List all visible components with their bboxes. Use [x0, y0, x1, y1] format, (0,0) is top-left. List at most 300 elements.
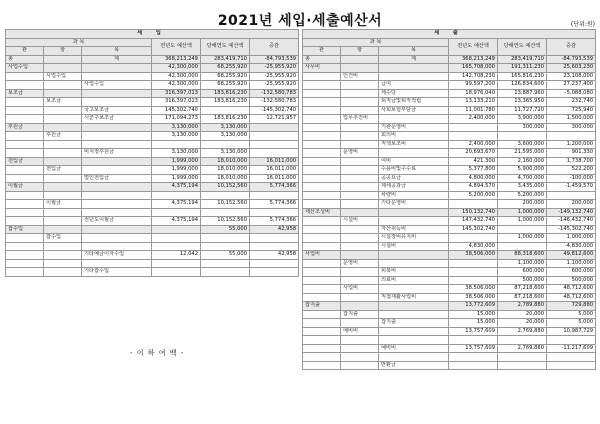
curr-year-cell: 1,100,000: [498, 259, 547, 268]
subject-header: 과 목: [6, 38, 152, 47]
hang-cell: [341, 319, 379, 328]
table-row: [303, 157, 596, 166]
hang-cell: [44, 225, 82, 234]
hang-cell: 사업비: [341, 285, 379, 294]
hang-cell: [44, 259, 82, 268]
curr-year-cell: [201, 259, 250, 268]
hang-cell: [44, 149, 82, 158]
prev-year-cell: 421,300: [449, 157, 498, 166]
prev-year-cell: 145,302,740: [152, 106, 201, 115]
change-cell: -149,132,740: [547, 208, 596, 217]
gwan-cell: [6, 149, 44, 158]
document-title: 2021년 세입·세출예산서: [217, 13, 383, 29]
curr-year-cell: 10,152,560: [201, 183, 250, 192]
table-row: [6, 225, 299, 234]
mok-cell: 차량비: [379, 191, 449, 200]
table-row: [303, 310, 596, 319]
gwan-cell: [303, 200, 341, 209]
prev-year-cell: 13,772,609: [449, 302, 498, 311]
change-cell: [547, 361, 596, 370]
prev-year-cell: 4,830,000: [449, 242, 498, 251]
table-row: [303, 251, 596, 260]
change-cell: 25,603,230: [547, 64, 596, 73]
curr-year-cell: 1,000,000: [498, 234, 547, 243]
mok-cell: 기타운영비: [379, 200, 449, 209]
curr-year-cell: 500,000: [498, 276, 547, 285]
table-row: [303, 285, 596, 294]
change-cell: 1,000,000: [547, 234, 596, 243]
curr-year-cell: 300,000: [498, 123, 547, 132]
blank-below-note: - 이 하 여 백 -: [130, 349, 185, 357]
table-row: [303, 336, 596, 345]
curr-year-cell: 87,218,600: [498, 285, 547, 294]
gwan-cell: 후원금: [6, 123, 44, 132]
table-row: [303, 55, 596, 64]
hang-cell: [44, 106, 82, 115]
prev-year-cell: 42,300,000: [152, 81, 201, 90]
prev-year-cell: 4,375,194: [152, 217, 201, 226]
prev-year-cell: [449, 132, 498, 141]
prev-year-cell: 1,999,000: [152, 174, 201, 183]
table-row: [6, 234, 299, 243]
mok-cell: [379, 327, 449, 336]
hang-header: 항: [44, 47, 82, 56]
hang-cell: 보조금: [44, 98, 82, 107]
mok-cell: 법인전입금: [82, 174, 152, 183]
curr-year-cell: 20,000: [498, 310, 547, 319]
curr-year-cell: 5,900,000: [498, 166, 547, 175]
hang-cell: [44, 251, 82, 260]
curr-year-cell: 191,311,230: [498, 64, 547, 73]
change-cell: -146,432,740: [547, 217, 596, 226]
curr-year-cell: [201, 191, 250, 200]
curr-year-cell: [201, 242, 250, 251]
mok-cell: 시설장비유지비: [379, 234, 449, 243]
curr-year-cell: 21,595,000: [498, 149, 547, 158]
gwan-cell: [303, 72, 341, 81]
table-row: [303, 259, 596, 268]
prev-year-cell: 5,377,800: [449, 166, 498, 175]
mok-cell: [82, 191, 152, 200]
hang-cell: [341, 183, 379, 192]
prev-year-cell: [152, 268, 201, 277]
change-cell: 5,774,366: [250, 200, 299, 209]
prev-year-cell: 1,999,000: [152, 166, 201, 175]
curr-year-cell: [201, 208, 250, 217]
hang-cell: [341, 344, 379, 353]
gwan-cell: [303, 242, 341, 251]
curr-year-cell: 10,152,560: [201, 200, 250, 209]
prev-year-cell: 2,400,000: [449, 115, 498, 124]
gwan-cell: 이월금: [6, 183, 44, 192]
gwan-cell: [303, 361, 341, 370]
mok-cell: 피복비: [379, 268, 449, 277]
prev-year-cell: 38,506,000: [449, 293, 498, 302]
curr-year-cell: 165,816,230: [498, 72, 547, 81]
curr-year-cell: 13,365,950: [498, 98, 547, 107]
change-cell: -25,955,920: [250, 64, 299, 73]
table-row: [6, 140, 299, 149]
mok-cell: 시설비: [379, 242, 449, 251]
hang-cell: [341, 234, 379, 243]
hang-cell: [44, 183, 82, 192]
hang-cell: [341, 225, 379, 234]
mok-cell: 사회보험부담금: [379, 106, 449, 115]
prev-year-cell: [152, 234, 201, 243]
hang-cell: 사업수입: [44, 72, 82, 81]
hang-cell: [44, 174, 82, 183]
change-cell: [250, 132, 299, 141]
curr-year-cell: 3,130,000: [201, 132, 250, 141]
table-row: [303, 89, 596, 98]
gwan-cell: [303, 293, 341, 302]
mok-cell: 직접재활사업비: [379, 293, 449, 302]
mok-cell: 기관운영비: [379, 123, 449, 132]
mok-cell: [82, 242, 152, 251]
hang-cell: [341, 174, 379, 183]
gwan-cell: [303, 327, 341, 336]
gwan-cell: 총: [6, 55, 44, 64]
change-cell: 23,108,000: [547, 72, 596, 81]
gwan-cell: [303, 336, 341, 345]
hang-cell: [341, 132, 379, 141]
prev-year-cell: 4,375,194: [152, 200, 201, 209]
gwan-cell: 보조금: [6, 89, 44, 98]
prev-year-cell: 3,130,000: [152, 132, 201, 141]
prev-year-cell: 42,300,000: [152, 72, 201, 81]
mok-cell: 제세공과금: [379, 183, 449, 192]
gwan-header: 관: [6, 47, 44, 56]
table-row: [303, 242, 596, 251]
table-row: [303, 268, 596, 277]
prev-year-cell: [449, 268, 498, 277]
table-row: [6, 208, 299, 217]
curr-year-cell: [201, 106, 250, 115]
curr-year-cell: 68,255,920: [201, 72, 250, 81]
mok-cell: [379, 285, 449, 294]
hang-cell: [44, 217, 82, 226]
table-row: [303, 123, 596, 132]
mok-cell: 자산취득비: [379, 225, 449, 234]
hang-cell: 이월금: [44, 200, 82, 209]
change-cell: 725,940: [547, 106, 596, 115]
revenue-section: [5, 29, 298, 277]
prev-year-cell: 38,506,000: [449, 285, 498, 294]
gwan-cell: [6, 242, 44, 251]
gwan-cell: [6, 259, 44, 268]
mok-cell: [379, 259, 449, 268]
hang-cell: 전입금: [44, 166, 82, 175]
mok-cell: 비지정후원금: [82, 149, 152, 158]
gwan-cell: [6, 174, 44, 183]
change-cell: 1,500,000: [547, 115, 596, 124]
curr-year-cell: 88,318,600: [498, 251, 547, 260]
mok-cell: [82, 259, 152, 268]
revenue-rows: [6, 55, 299, 276]
mok-cell: [82, 208, 152, 217]
table-row: [303, 174, 596, 183]
mok-cell: [82, 225, 152, 234]
mok-cell: [379, 310, 449, 319]
gwan-cell: [303, 123, 341, 132]
prev-year-cell: [449, 361, 498, 370]
mok-cell: [82, 132, 152, 141]
hang-cell: [44, 115, 82, 124]
table-row: [303, 327, 596, 336]
hang-cell: [44, 64, 82, 73]
gwan-cell: [303, 259, 341, 268]
gwan-cell: [6, 106, 44, 115]
prev-year-cell: 4,894,570: [449, 183, 498, 192]
table-row: [6, 174, 299, 183]
change-cell: 729,880: [547, 302, 596, 311]
prev-year-cell: 171,094,273: [152, 115, 201, 124]
gwan-cell: [6, 72, 44, 81]
prev-year-cell: 42,300,000: [152, 64, 201, 73]
gwan-cell: 전입금: [6, 157, 44, 166]
hang-cell: [341, 166, 379, 175]
curr-year-cell: 20,000: [498, 319, 547, 328]
gwan-cell: [303, 157, 341, 166]
change-cell: -5,088,080: [547, 89, 596, 98]
mok-cell: [82, 72, 152, 81]
prev-year-cell: 3,130,000: [152, 149, 201, 158]
curr-year-cell: 68,255,920: [201, 64, 250, 73]
mok-cell: 회의비: [379, 132, 449, 141]
curr-year-cell: 200,000: [498, 200, 547, 209]
table-row: [6, 81, 299, 90]
prev-year-cell: 13,757,609: [449, 327, 498, 336]
prev-year-cell: [152, 140, 201, 149]
gwan-cell: [6, 251, 44, 260]
hang-cell: [341, 140, 379, 149]
mok-cell: [379, 251, 449, 260]
change-cell: 200,000: [547, 200, 596, 209]
change-cell: 5,000: [547, 310, 596, 319]
change-cell: 49,812,600: [547, 251, 596, 260]
prev-year-cell: 13,757,609: [449, 344, 498, 353]
mok-cell: 공공요금: [379, 174, 449, 183]
curr-year-cell: 183,816,230: [201, 98, 250, 107]
change-cell: [250, 242, 299, 251]
gwan-cell: [303, 310, 341, 319]
curr-year-cell: 55,000: [201, 251, 250, 260]
change-cell: -25,955,920: [250, 72, 299, 81]
table-row: [303, 140, 596, 149]
hang-cell: [44, 242, 82, 251]
gwan-cell: [303, 183, 341, 192]
mok-cell: 시군구보조금: [82, 115, 152, 124]
expenditure-section: [302, 29, 595, 370]
table-row: [303, 293, 596, 302]
table-row: [6, 268, 299, 277]
curr-year-cell: 283,419,710: [498, 55, 547, 64]
table-row: [6, 72, 299, 81]
hang-cell: [341, 55, 379, 64]
table-row: [303, 319, 596, 328]
curr-year-cell: 283,419,710: [201, 55, 250, 64]
table-row: [6, 123, 299, 132]
gwan-cell: [303, 353, 341, 362]
table-row: [303, 81, 596, 90]
curr-year-cell: 13,887,960: [498, 89, 547, 98]
gwan-cell: [303, 344, 341, 353]
mok-cell: [82, 64, 152, 73]
curr-year-cell: 2,769,880: [498, 344, 547, 353]
prev-year-cell: 15,000: [449, 310, 498, 319]
curr-year-cell: [498, 225, 547, 234]
hang-cell: [341, 242, 379, 251]
gwan-cell: [303, 106, 341, 115]
change-cell: [250, 259, 299, 268]
change-cell: -132,580,783: [250, 98, 299, 107]
table-row: [6, 191, 299, 200]
mok-cell: 사업수입: [82, 81, 152, 90]
table-row: [6, 55, 299, 64]
curr-year-cell: 55,000: [201, 225, 250, 234]
gwan-cell: 잡수입: [6, 225, 44, 234]
prev-year-cell: 150,132,740: [449, 208, 498, 217]
hang-cell: [341, 81, 379, 90]
mok-cell: [82, 234, 152, 243]
mok-cell: 여비: [379, 157, 449, 166]
mok-cell: 국고보조금: [82, 106, 152, 115]
change-cell: 42,958: [250, 225, 299, 234]
hang-cell: [341, 302, 379, 311]
gwan-cell: [6, 115, 44, 124]
change-cell: 48,712,600: [547, 285, 596, 294]
gwan-cell: [303, 285, 341, 294]
table-row: [6, 157, 299, 166]
table-row: [303, 353, 596, 362]
hang-cell: 예비비: [341, 327, 379, 336]
prev-year-cell: [449, 336, 498, 345]
gwan-cell: [303, 319, 341, 328]
curr-year-cell: [498, 336, 547, 345]
mok-cell: [82, 123, 152, 132]
hang-cell: [44, 191, 82, 200]
gwan-cell: [303, 276, 341, 285]
gwan-cell: [6, 234, 44, 243]
expenditure-rows: [303, 55, 596, 370]
table-row: [303, 276, 596, 285]
mok-cell: 계: [379, 55, 449, 64]
hang-cell: [44, 55, 82, 64]
table-row: [303, 98, 596, 107]
prev-year-cell: [449, 200, 498, 209]
prev-year-cell: [449, 276, 498, 285]
mok-cell: [82, 157, 152, 166]
table-row: [6, 166, 299, 175]
gwan-cell: 사업수입: [6, 64, 44, 73]
gwan-header: 관: [303, 47, 341, 56]
change-header: 증감: [547, 38, 596, 55]
change-cell: -132,580,783: [250, 89, 299, 98]
curr-year-cell: 87,218,600: [498, 293, 547, 302]
prev-year-cell: 12,042: [152, 251, 201, 260]
mok-header: 목: [82, 47, 152, 56]
change-cell: [250, 234, 299, 243]
gwan-cell: [303, 217, 341, 226]
hang-cell: [44, 157, 82, 166]
gwan-cell: [6, 166, 44, 175]
revenue-table: [5, 29, 299, 277]
prev-year-cell: [152, 242, 201, 251]
gwan-cell: [6, 132, 44, 141]
gwan-cell: [303, 81, 341, 90]
curr-year-cell: [201, 140, 250, 149]
change-cell: 5,774,366: [250, 183, 299, 192]
change-cell: 5,000: [547, 319, 596, 328]
curr-year-header: 당해연도 예산액: [498, 38, 547, 55]
curr-year-header: 당해연도 예산액: [201, 38, 250, 55]
change-cell: 1,100,000: [547, 259, 596, 268]
change-cell: -11,217,609: [547, 344, 596, 353]
hang-cell: [341, 293, 379, 302]
table-row: [303, 132, 596, 141]
table-row: [6, 251, 299, 260]
change-cell: [547, 191, 596, 200]
hang-cell: 인건비: [341, 72, 379, 81]
mok-cell: 계: [82, 55, 152, 64]
change-cell: 600,000: [547, 268, 596, 277]
prev-year-cell: 165,708,000: [449, 64, 498, 73]
curr-year-cell: 3,435,000: [498, 183, 547, 192]
prev-year-cell: [449, 234, 498, 243]
curr-year-cell: 18,010,000: [201, 157, 250, 166]
mok-cell: 수용비및수수료: [379, 166, 449, 175]
hang-cell: [341, 251, 379, 260]
prev-year-cell: 3,130,000: [152, 123, 201, 132]
change-cell: 27,237,400: [547, 81, 596, 90]
prev-year-cell: [449, 259, 498, 268]
change-cell: 1,200,000: [547, 140, 596, 149]
gwan-cell: [6, 217, 44, 226]
curr-year-cell: 126,834,600: [498, 81, 547, 90]
hang-cell: [44, 81, 82, 90]
table-row: [303, 302, 596, 311]
expenditure-table: [302, 29, 596, 370]
change-cell: 48,712,600: [547, 293, 596, 302]
change-cell: -4,830,000: [547, 242, 596, 251]
curr-year-cell: 18,010,000: [201, 174, 250, 183]
gwan-cell: [303, 98, 341, 107]
hang-cell: [44, 89, 82, 98]
prev-year-cell: [152, 191, 201, 200]
table-row: [303, 72, 596, 81]
curr-year-cell: 2,160,000: [498, 157, 547, 166]
mok-header: 목: [379, 47, 449, 56]
hang-cell: [341, 123, 379, 132]
gwan-cell: 총: [303, 55, 341, 64]
hang-cell: [341, 191, 379, 200]
mok-cell: 퇴직금및퇴직적립: [379, 98, 449, 107]
curr-year-cell: [201, 268, 250, 277]
curr-year-cell: 11,727,720: [498, 106, 547, 115]
mok-cell: 제수당: [379, 89, 449, 98]
hang-cell: [44, 208, 82, 217]
mok-cell: [82, 140, 152, 149]
hang-cell: [341, 98, 379, 107]
table-row: [303, 200, 596, 209]
change-cell: 5,774,366: [250, 217, 299, 226]
hang-cell: [44, 140, 82, 149]
prev-year-cell: 368,213,249: [449, 55, 498, 64]
prev-year-cell: [152, 259, 201, 268]
gwan-cell: 사무비: [303, 64, 341, 73]
hang-cell: [44, 268, 82, 277]
gwan-cell: [6, 191, 44, 200]
